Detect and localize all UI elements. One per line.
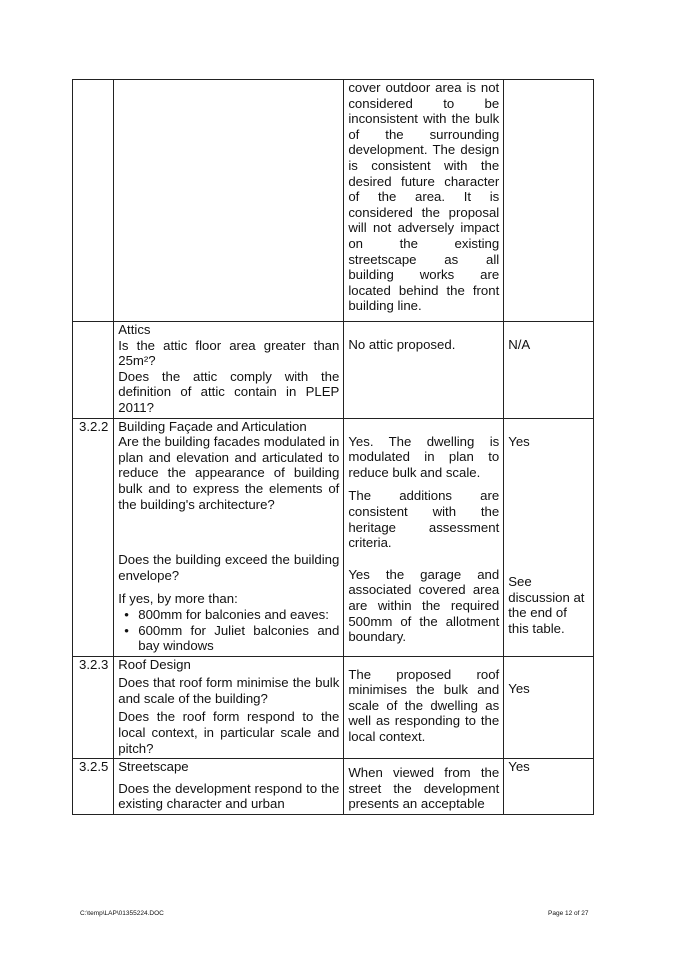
cell-comment: [344, 656, 504, 759]
attics-question-area: Is the attic floor area greater than 25m²?: [118, 337, 340, 369]
roof-compliance: Yes: [508, 680, 530, 696]
roof-question-bulk: Does that roof form minimise the bulk and scale of the building?: [118, 675, 340, 706]
facade-question-envelope: Does the building exceed the building envelope?: [118, 552, 340, 583]
cell-compliance: [504, 322, 594, 419]
table-row-continued: [73, 80, 594, 322]
cell-number: 3.2.2: [73, 418, 114, 656]
cell-control: [114, 656, 344, 759]
table-row-streetscape: [73, 759, 594, 815]
attics-comment: No attic proposed.: [348, 337, 456, 352]
facade-compliance-modulated: Yes: [508, 433, 530, 449]
footer-page-number: Page 12 of 27: [548, 910, 589, 917]
footer-file-path: C:\temp\LAP\01355224.DOC: [80, 910, 164, 917]
cell-control: [114, 80, 344, 322]
cell-number: 3.2.3: [73, 656, 114, 759]
attics-compliance: N/A: [508, 337, 531, 352]
facade-comment-envelope: Yes the garage and associated covered area are within the required 500mm of the allotment boundary.: [348, 566, 500, 645]
streetscape-comment: When viewed from the street the development presents an acceptable: [348, 765, 500, 812]
cell-control: [114, 759, 344, 815]
cell-comment: [344, 322, 504, 419]
cell-control: [114, 418, 344, 656]
facade-comment-heritage: The additions are consistent with the heritage assessment criteria.: [348, 488, 500, 551]
table-row-roof: [73, 656, 594, 759]
facade-bullet-list: [118, 607, 339, 654]
streetscape-question: Does the development respond to the existing character and urban: [118, 780, 340, 812]
roof-comment: The proposed roof minimises the bulk and scale of the dwelling as well as responding to the local context.: [348, 666, 500, 745]
roof-question-context: Does the roof form respond to the local context, in particular scale and pitch?: [118, 709, 340, 756]
facade-bullet-item: • 600mm for Juliet balconies and bay windows: [138, 623, 339, 654]
cell-number: [73, 80, 114, 322]
assessment-table: [72, 79, 594, 815]
cell-control: [114, 322, 344, 419]
cell-comment: cover outdoor area is not considered to be inconsistent with the bulk of the surrounding development. The design is consistent with the desired future character of the area. It is considered the proposal will not adversely impact on the existing streetscape as all building works are located behind the front building line.: [344, 80, 504, 322]
attics-heading: Attics: [118, 322, 151, 337]
facade-comment-modulated: Yes. The dwelling is modulated in plan to reduce bulk and scale.: [348, 433, 500, 480]
roof-heading: Roof Design: [118, 656, 191, 672]
facade-bullet-item: • 800mm for balconies and eaves:: [138, 607, 339, 623]
cell-comment: [344, 418, 504, 656]
cell-compliance: [504, 656, 594, 759]
table-row-facade: [73, 418, 594, 656]
attics-question-definition: Does the attic comply with the definition of attic contain in PLEP 2011?: [118, 368, 340, 415]
cell-number: [73, 322, 114, 419]
cell-compliance: [504, 418, 594, 656]
streetscape-heading: Streetscape: [118, 759, 189, 775]
cell-comment: [344, 759, 504, 815]
cell-compliance: [504, 80, 594, 322]
streetscape-compliance: Yes: [508, 759, 530, 775]
facade-question-modulated: Are the building facades modulated in plan and elevation and articulated to reduce the appearance of building bulk and to express the elements of the building's architecture?: [118, 434, 340, 512]
cell-number: 3.2.5: [73, 759, 114, 815]
table-row-attics: [73, 322, 594, 419]
facade-question-if-yes: If yes, by more than:: [118, 591, 238, 607]
cell-compliance: [504, 759, 594, 815]
facade-compliance-envelope: See discussion at the end of this table.: [508, 574, 585, 636]
facade-heading: Building Façade and Articulation: [118, 418, 307, 434]
